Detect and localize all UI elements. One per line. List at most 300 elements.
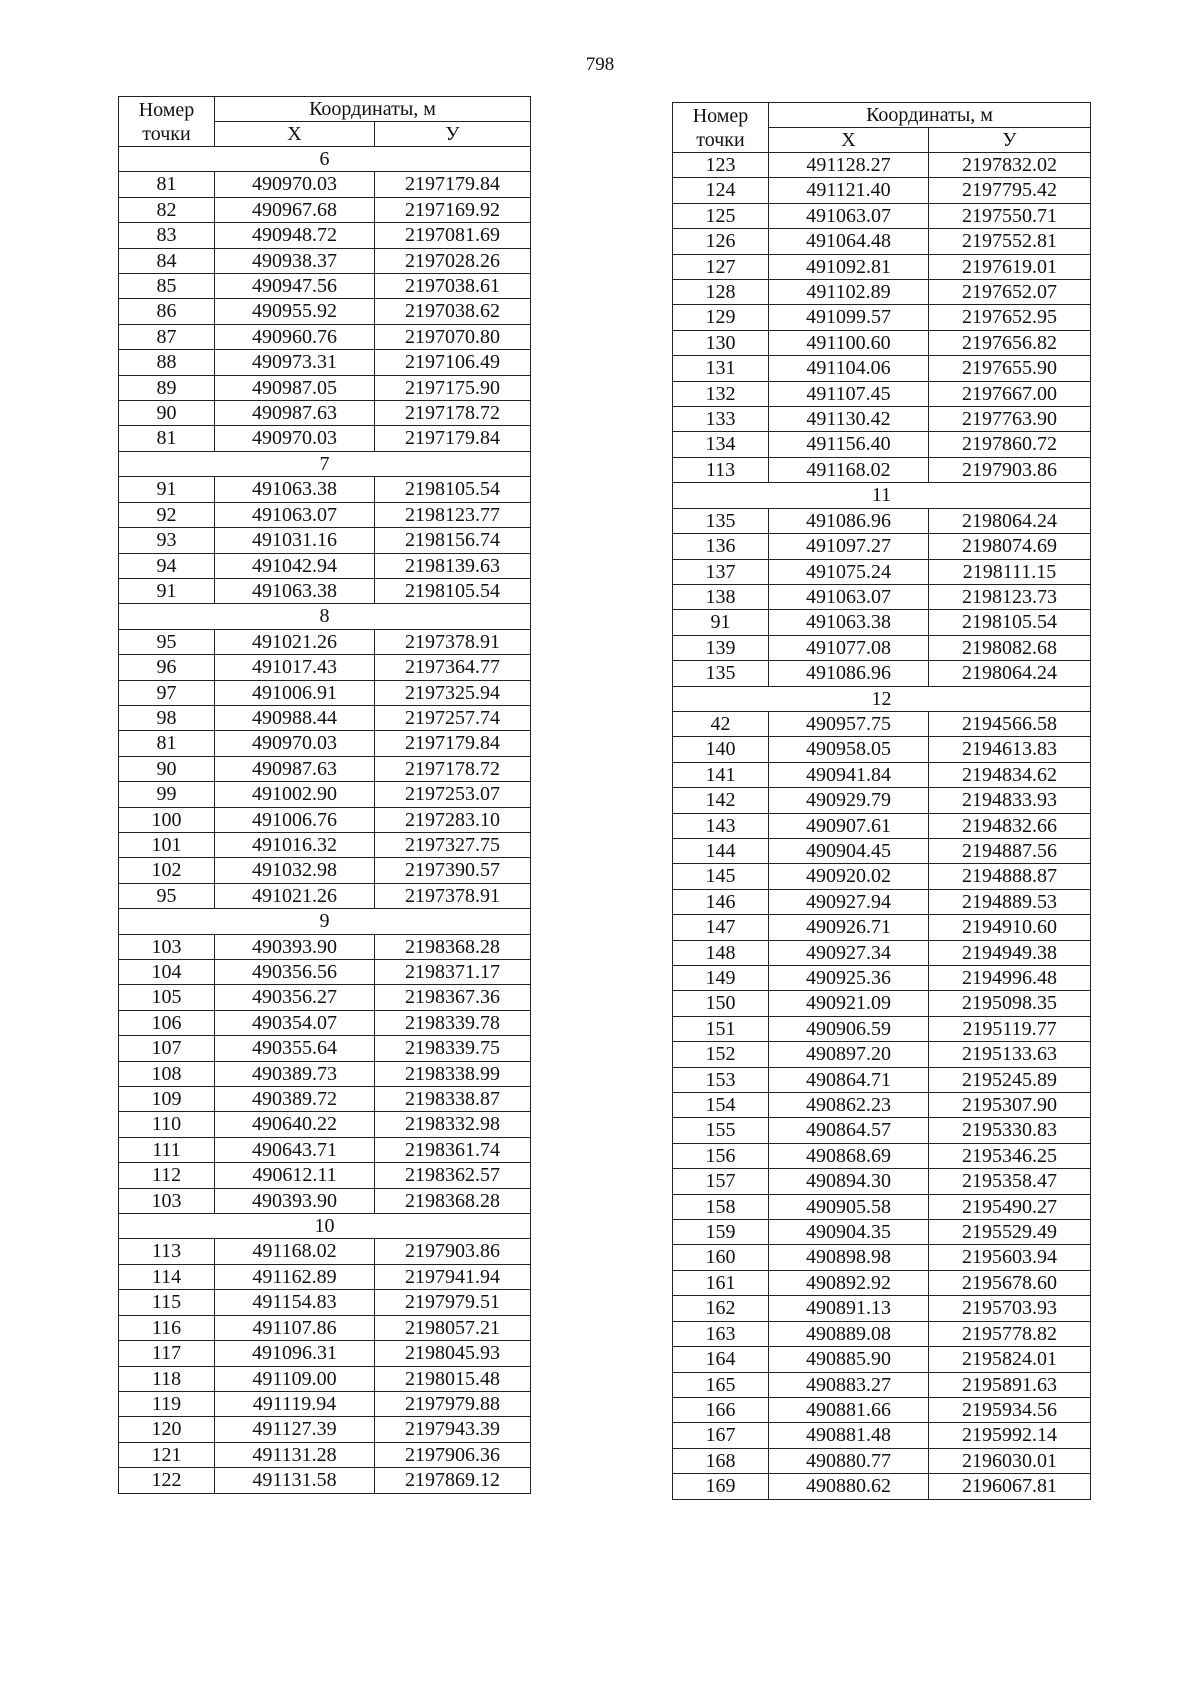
- point-number-cell: 160: [673, 1245, 769, 1270]
- section-row: [119, 909, 531, 934]
- section-row: [119, 451, 531, 476]
- table-row: [673, 1423, 1091, 1448]
- point-number-cell: 167: [673, 1423, 769, 1448]
- x-coordinate-cell: 490987.63: [215, 401, 375, 426]
- x-coordinate-cell: 490921.09: [769, 991, 929, 1016]
- x-coordinate-cell: 491131.58: [215, 1468, 375, 1493]
- x-coordinate-cell: 490881.66: [769, 1397, 929, 1422]
- table-row: [119, 553, 531, 578]
- table-row: [673, 1245, 1091, 1270]
- table-row: [119, 426, 531, 451]
- table-row: [119, 1010, 531, 1035]
- point-number-cell: 140: [673, 737, 769, 762]
- y-coordinate-cell: 2197179.84: [375, 426, 531, 451]
- table-row: [673, 1093, 1091, 1118]
- point-number-cell: 163: [673, 1321, 769, 1346]
- y-coordinate-cell: 2195346.25: [929, 1143, 1091, 1168]
- section-row: [119, 604, 531, 629]
- x-coordinate-cell: 490955.92: [215, 299, 375, 324]
- y-coordinate-cell: 2198368.28: [375, 934, 531, 959]
- y-coordinate-cell: 2198105.54: [929, 610, 1091, 635]
- point-number-cell: 142: [673, 788, 769, 813]
- x-coordinate-cell: 490947.56: [215, 274, 375, 299]
- y-coordinate-cell: 2198015.48: [375, 1366, 531, 1391]
- point-number-cell: 156: [673, 1143, 769, 1168]
- table-row: [119, 172, 531, 197]
- y-coordinate-cell: 2197903.86: [929, 457, 1091, 482]
- y-coordinate-cell: 2198338.99: [375, 1061, 531, 1086]
- table-row: [673, 813, 1091, 838]
- point-number-cell: 106: [119, 1010, 215, 1035]
- table-row: [119, 782, 531, 807]
- table-row: [119, 858, 531, 883]
- y-coordinate-cell: 2197081.69: [375, 223, 531, 248]
- point-number-cell: 94: [119, 553, 215, 578]
- x-coordinate-cell: 491075.24: [769, 559, 929, 584]
- y-coordinate-cell: 2197943.39: [375, 1417, 531, 1442]
- table-row: [673, 407, 1091, 432]
- point-number-header-line1: Номер: [692, 104, 749, 127]
- point-number-cell: 97: [119, 680, 215, 705]
- y-coordinate-cell: 2198074.69: [929, 534, 1091, 559]
- x-coordinate-cell: 491131.28: [215, 1442, 375, 1467]
- x-coordinate-cell: 490864.57: [769, 1118, 929, 1143]
- point-number-cell: 123: [673, 153, 769, 178]
- table-row: [119, 1188, 531, 1213]
- point-number-cell: 152: [673, 1042, 769, 1067]
- section-number: 10: [119, 1214, 531, 1239]
- table-row: [119, 655, 531, 680]
- y-coordinate-cell: 2195358.47: [929, 1169, 1091, 1194]
- point-number-cell: 104: [119, 960, 215, 985]
- table-row: [673, 203, 1091, 228]
- section-number: 9: [119, 909, 531, 934]
- x-coordinate-cell: 491102.89: [769, 280, 929, 305]
- x-column-header: Х: [215, 122, 375, 147]
- y-coordinate-cell: 2197652.07: [929, 280, 1091, 305]
- table-row: [673, 762, 1091, 787]
- x-coordinate-cell: 491107.86: [215, 1315, 375, 1340]
- point-number-cell: 109: [119, 1087, 215, 1112]
- y-coordinate-cell: 2197179.84: [375, 172, 531, 197]
- x-coordinate-cell: 490925.36: [769, 966, 929, 991]
- table-row: [673, 280, 1091, 305]
- table-row: [119, 1239, 531, 1264]
- section-number: 12: [673, 686, 1091, 711]
- table-row: [119, 502, 531, 527]
- x-coordinate-cell: 491109.00: [215, 1366, 375, 1391]
- y-coordinate-cell: 2194949.38: [929, 940, 1091, 965]
- table-row: [673, 966, 1091, 991]
- point-number-cell: 85: [119, 274, 215, 299]
- point-number-cell: 116: [119, 1315, 215, 1340]
- point-number-cell: 88: [119, 350, 215, 375]
- point-number-cell: 135: [673, 661, 769, 686]
- coordinates-header: Координаты, м: [769, 103, 1091, 128]
- point-number-cell: 91: [673, 610, 769, 635]
- y-coordinate-cell: 2198064.24: [929, 661, 1091, 686]
- y-coordinate-cell: 2194566.58: [929, 711, 1091, 736]
- point-number-cell: 119: [119, 1391, 215, 1416]
- y-coordinate-cell: 2197378.91: [375, 883, 531, 908]
- point-number-cell: 141: [673, 762, 769, 787]
- y-column-header: У: [375, 122, 531, 147]
- x-coordinate-cell: 490920.02: [769, 864, 929, 889]
- table-row: [119, 705, 531, 730]
- y-coordinate-cell: 2198045.93: [375, 1341, 531, 1366]
- y-coordinate-cell: 2197257.74: [375, 705, 531, 730]
- x-coordinate-cell: 490958.05: [769, 737, 929, 762]
- y-coordinate-cell: 2198332.98: [375, 1112, 531, 1137]
- y-coordinate-cell: 2198057.21: [375, 1315, 531, 1340]
- y-coordinate-cell: 2196030.01: [929, 1448, 1091, 1473]
- y-coordinate-cell: 2197178.72: [375, 401, 531, 426]
- point-number-cell: 113: [119, 1239, 215, 1264]
- x-coordinate-cell: 490970.03: [215, 731, 375, 756]
- y-coordinate-cell: 2197763.90: [929, 407, 1091, 432]
- section-number: 7: [119, 451, 531, 476]
- x-coordinate-cell: 490938.37: [215, 248, 375, 273]
- table-row: [119, 248, 531, 273]
- x-coordinate-cell: 490640.22: [215, 1112, 375, 1137]
- point-number-cell: 95: [119, 883, 215, 908]
- point-number-cell: 134: [673, 432, 769, 457]
- table-row: [119, 1391, 531, 1416]
- point-number-cell: 112: [119, 1163, 215, 1188]
- y-coordinate-cell: 2197070.80: [375, 324, 531, 349]
- y-coordinate-cell: 2197860.72: [929, 432, 1091, 457]
- y-coordinate-cell: 2196067.81: [929, 1474, 1091, 1499]
- point-number-header: [119, 97, 215, 147]
- section-number: 8: [119, 604, 531, 629]
- table-row: [119, 1290, 531, 1315]
- table-row: [119, 629, 531, 654]
- table-row: [119, 528, 531, 553]
- y-coordinate-cell: 2195307.90: [929, 1093, 1091, 1118]
- point-number-cell: 99: [119, 782, 215, 807]
- x-coordinate-cell: 491021.26: [215, 883, 375, 908]
- table-row: [119, 1137, 531, 1162]
- y-coordinate-cell: 2197378.91: [375, 629, 531, 654]
- x-coordinate-cell: 491099.57: [769, 305, 929, 330]
- x-coordinate-cell: 491006.91: [215, 680, 375, 705]
- x-coordinate-cell: 490948.72: [215, 223, 375, 248]
- point-number-cell: 82: [119, 197, 215, 222]
- point-number-cell: 81: [119, 731, 215, 756]
- point-number-cell: 101: [119, 832, 215, 857]
- y-coordinate-cell: 2197552.81: [929, 229, 1091, 254]
- section-row: [673, 686, 1091, 711]
- x-coordinate-cell: 490897.20: [769, 1042, 929, 1067]
- y-coordinate-cell: 2195703.93: [929, 1296, 1091, 1321]
- y-coordinate-cell: 2197325.94: [375, 680, 531, 705]
- x-coordinate-cell: 491128.27: [769, 153, 929, 178]
- x-coordinate-cell: 491063.38: [215, 578, 375, 603]
- table-row: [673, 1118, 1091, 1143]
- point-number-cell: 120: [119, 1417, 215, 1442]
- point-number-cell: 125: [673, 203, 769, 228]
- y-column-header: У: [929, 128, 1091, 153]
- table-row: [673, 1296, 1091, 1321]
- x-coordinate-cell: 490957.75: [769, 711, 929, 736]
- table-row: [119, 680, 531, 705]
- x-coordinate-cell: 490356.27: [215, 985, 375, 1010]
- point-number-cell: 110: [119, 1112, 215, 1137]
- section-number: 11: [673, 483, 1091, 508]
- table-row: [119, 807, 531, 832]
- table-row: [119, 401, 531, 426]
- x-coordinate-cell: 490889.08: [769, 1321, 929, 1346]
- y-coordinate-cell: 2195133.63: [929, 1042, 1091, 1067]
- y-coordinate-cell: 2198361.74: [375, 1137, 531, 1162]
- x-coordinate-cell: 490926.71: [769, 915, 929, 940]
- point-number-cell: 84: [119, 248, 215, 273]
- point-number-cell: 144: [673, 838, 769, 863]
- y-coordinate-cell: 2194889.53: [929, 889, 1091, 914]
- point-number-cell: 103: [119, 934, 215, 959]
- x-coordinate-cell: 490864.71: [769, 1067, 929, 1092]
- point-number-cell: 155: [673, 1118, 769, 1143]
- point-number-cell: 132: [673, 381, 769, 406]
- point-number-cell: 86: [119, 299, 215, 324]
- x-coordinate-cell: 491016.32: [215, 832, 375, 857]
- point-number-cell: 128: [673, 280, 769, 305]
- y-coordinate-cell: 2198368.28: [375, 1188, 531, 1213]
- point-number-cell: 169: [673, 1474, 769, 1499]
- table-row: [119, 731, 531, 756]
- x-coordinate-cell: 490904.45: [769, 838, 929, 863]
- table-row: [119, 934, 531, 959]
- table-row: [119, 883, 531, 908]
- x-coordinate-cell: 491096.31: [215, 1341, 375, 1366]
- y-coordinate-cell: 2197979.88: [375, 1391, 531, 1416]
- table-row: [119, 1036, 531, 1061]
- x-coordinate-cell: 491104.06: [769, 356, 929, 381]
- y-coordinate-cell: 2195098.35: [929, 991, 1091, 1016]
- y-coordinate-cell: 2197178.72: [375, 756, 531, 781]
- x-coordinate-cell: 490880.77: [769, 1448, 929, 1473]
- point-number-cell: 102: [119, 858, 215, 883]
- x-coordinate-cell: 490892.92: [769, 1270, 929, 1295]
- table-row: [673, 711, 1091, 736]
- table-row: [673, 1347, 1091, 1372]
- table-row: [673, 737, 1091, 762]
- table-row: [119, 375, 531, 400]
- x-coordinate-cell: 490898.98: [769, 1245, 929, 1270]
- x-coordinate-cell: 491063.07: [769, 203, 929, 228]
- table-row: [673, 1194, 1091, 1219]
- y-coordinate-cell: 2197283.10: [375, 807, 531, 832]
- table-row: [119, 985, 531, 1010]
- point-number-cell: 148: [673, 940, 769, 965]
- y-coordinate-cell: 2197979.51: [375, 1290, 531, 1315]
- table-row: [673, 305, 1091, 330]
- x-coordinate-cell: 491002.90: [215, 782, 375, 807]
- y-coordinate-cell: 2194887.56: [929, 838, 1091, 863]
- coordinates-table-body: [673, 153, 1091, 1500]
- y-coordinate-cell: 2197179.84: [375, 731, 531, 756]
- table-row: [673, 991, 1091, 1016]
- point-number-header-line1: Номер: [138, 98, 195, 121]
- point-number-cell: 168: [673, 1448, 769, 1473]
- y-coordinate-cell: 2198362.57: [375, 1163, 531, 1188]
- y-coordinate-cell: 2197175.90: [375, 375, 531, 400]
- x-coordinate-cell: 490967.68: [215, 197, 375, 222]
- y-coordinate-cell: 2198123.73: [929, 584, 1091, 609]
- table-row: [673, 788, 1091, 813]
- x-coordinate-cell: 491130.42: [769, 407, 929, 432]
- y-coordinate-cell: 2198339.78: [375, 1010, 531, 1035]
- point-number-cell: 129: [673, 305, 769, 330]
- point-number-cell: 83: [119, 223, 215, 248]
- x-coordinate-cell: 491031.16: [215, 528, 375, 553]
- section-number: 6: [119, 147, 531, 172]
- x-coordinate-cell: 491127.39: [215, 1417, 375, 1442]
- table-row: [119, 1341, 531, 1366]
- x-coordinate-cell: 490354.07: [215, 1010, 375, 1035]
- x-coordinate-cell: 490885.90: [769, 1347, 929, 1372]
- y-coordinate-cell: 2198367.36: [375, 985, 531, 1010]
- coordinates-table-right: [672, 102, 1091, 1500]
- x-coordinate-cell: 490987.05: [215, 375, 375, 400]
- x-coordinate-cell: 490389.73: [215, 1061, 375, 1086]
- point-number-cell: 165: [673, 1372, 769, 1397]
- y-coordinate-cell: 2198064.24: [929, 508, 1091, 533]
- coordinates-table-left: [118, 96, 531, 1494]
- y-coordinate-cell: 2198111.15: [929, 559, 1091, 584]
- y-coordinate-cell: 2194833.93: [929, 788, 1091, 813]
- table-row: [673, 635, 1091, 660]
- table-row: [119, 350, 531, 375]
- point-number-cell: 127: [673, 254, 769, 279]
- x-coordinate-cell: 491097.27: [769, 534, 929, 559]
- table-row: [119, 578, 531, 603]
- table-row: [119, 477, 531, 502]
- x-coordinate-cell: 491121.40: [769, 178, 929, 203]
- table-row: [119, 274, 531, 299]
- table-row: [673, 1397, 1091, 1422]
- x-coordinate-cell: 491064.48: [769, 229, 929, 254]
- y-coordinate-cell: 2198156.74: [375, 528, 531, 553]
- point-number-cell: 154: [673, 1093, 769, 1118]
- y-coordinate-cell: 2194996.48: [929, 966, 1091, 991]
- table-row: [673, 584, 1091, 609]
- table-row: [673, 457, 1091, 482]
- x-coordinate-cell: 490927.34: [769, 940, 929, 965]
- point-number-cell: 117: [119, 1341, 215, 1366]
- y-coordinate-cell: 2195330.83: [929, 1118, 1091, 1143]
- table-row: [673, 1067, 1091, 1092]
- point-number-cell: 91: [119, 477, 215, 502]
- x-coordinate-cell: 490970.03: [215, 426, 375, 451]
- x-coordinate-cell: 490393.90: [215, 1188, 375, 1213]
- y-coordinate-cell: 2197619.01: [929, 254, 1091, 279]
- point-number-cell: 124: [673, 178, 769, 203]
- y-coordinate-cell: 2198105.54: [375, 578, 531, 603]
- point-number-cell: 135: [673, 508, 769, 533]
- point-number-cell: 81: [119, 172, 215, 197]
- point-number-cell: 131: [673, 356, 769, 381]
- table-row: [673, 864, 1091, 889]
- table-row: [673, 1270, 1091, 1295]
- x-coordinate-cell: 491017.43: [215, 655, 375, 680]
- x-coordinate-cell: 491042.94: [215, 553, 375, 578]
- x-coordinate-cell: 490987.63: [215, 756, 375, 781]
- y-coordinate-cell: 2197169.92: [375, 197, 531, 222]
- x-coordinate-cell: 491100.60: [769, 330, 929, 355]
- table-row: [673, 1372, 1091, 1397]
- table-row: [119, 960, 531, 985]
- table-row: [673, 559, 1091, 584]
- x-coordinate-cell: 490389.72: [215, 1087, 375, 1112]
- y-coordinate-cell: 2195934.56: [929, 1397, 1091, 1422]
- point-number-cell: 92: [119, 502, 215, 527]
- table-row: [119, 1315, 531, 1340]
- point-number-cell: 122: [119, 1468, 215, 1493]
- y-coordinate-cell: 2197869.12: [375, 1468, 531, 1493]
- table-row: [673, 254, 1091, 279]
- section-row: [119, 1214, 531, 1239]
- y-coordinate-cell: 2197667.00: [929, 381, 1091, 406]
- table-row: [119, 299, 531, 324]
- point-number-cell: 95: [119, 629, 215, 654]
- table-row: [673, 178, 1091, 203]
- y-coordinate-cell: 2198339.75: [375, 1036, 531, 1061]
- y-coordinate-cell: 2194888.87: [929, 864, 1091, 889]
- x-column-header: Х: [769, 128, 929, 153]
- point-number-cell: 89: [119, 375, 215, 400]
- point-number-cell: 157: [673, 1169, 769, 1194]
- x-coordinate-cell: 490356.56: [215, 960, 375, 985]
- point-number-cell: 158: [673, 1194, 769, 1219]
- point-number-cell: 138: [673, 584, 769, 609]
- y-coordinate-cell: 2197253.07: [375, 782, 531, 807]
- table-row: [673, 153, 1091, 178]
- x-coordinate-cell: 490612.11: [215, 1163, 375, 1188]
- table-row: [119, 832, 531, 857]
- table-row: [673, 940, 1091, 965]
- point-number-cell: 96: [119, 655, 215, 680]
- table-row: [119, 1468, 531, 1493]
- point-number-cell: 153: [673, 1067, 769, 1092]
- y-coordinate-cell: 2195778.82: [929, 1321, 1091, 1346]
- x-coordinate-cell: 491063.07: [215, 502, 375, 527]
- y-coordinate-cell: 2197390.57: [375, 858, 531, 883]
- table-row: [673, 330, 1091, 355]
- point-number-cell: 149: [673, 966, 769, 991]
- y-coordinate-cell: 2194834.62: [929, 762, 1091, 787]
- point-number-cell: 159: [673, 1220, 769, 1245]
- point-number-cell: 162: [673, 1296, 769, 1321]
- point-number-cell: 115: [119, 1290, 215, 1315]
- y-coordinate-cell: 2198123.77: [375, 502, 531, 527]
- table-row: [119, 1366, 531, 1391]
- point-number-cell: 133: [673, 407, 769, 432]
- y-coordinate-cell: 2195245.89: [929, 1067, 1091, 1092]
- x-coordinate-cell: 490881.48: [769, 1423, 929, 1448]
- point-number-cell: 145: [673, 864, 769, 889]
- table-row: [119, 756, 531, 781]
- table-row: [673, 610, 1091, 635]
- x-coordinate-cell: 490643.71: [215, 1137, 375, 1162]
- x-coordinate-cell: 490960.76: [215, 324, 375, 349]
- table-row: [673, 1448, 1091, 1473]
- table-row: [119, 197, 531, 222]
- point-number-header-line2: точки: [696, 128, 745, 151]
- point-number-cell: 107: [119, 1036, 215, 1061]
- x-coordinate-cell: 490927.94: [769, 889, 929, 914]
- y-coordinate-cell: 2194910.60: [929, 915, 1091, 940]
